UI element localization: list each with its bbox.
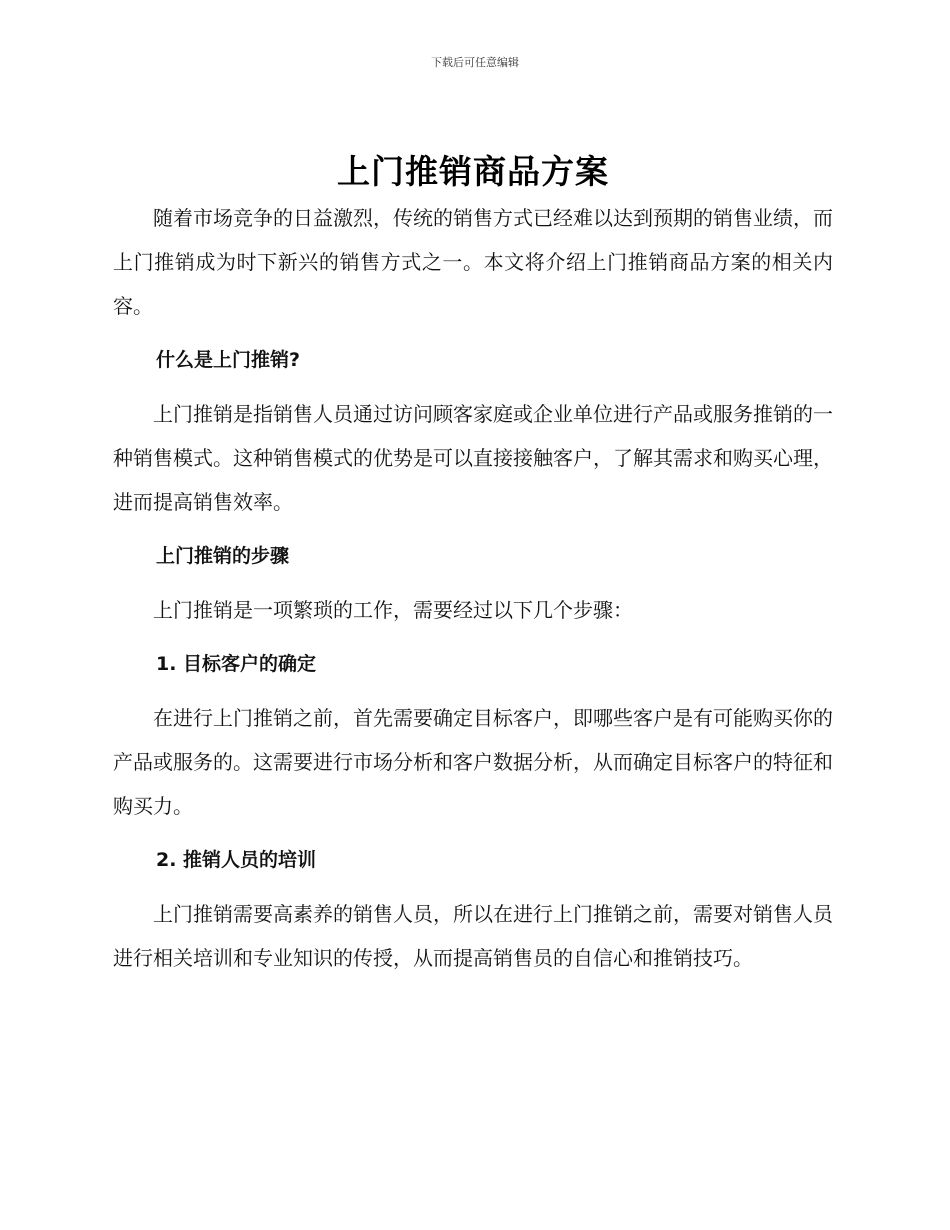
section-heading-steps: 上门推销的步骤 (156, 545, 290, 567)
step-heading-training: 2. 推销人员的培训 (156, 849, 317, 871)
document-title: 上门推销商品方案 (337, 152, 609, 191)
document-content (113, 148, 833, 980)
intro-paragraph: 随着市场竞争的日益激烈，传统的销售方式已经难以达到预期的销售业绩，而上门推销成为时下新兴的销售方式之一。本文将介绍上门推销商品方案的相关内容。 (113, 206, 833, 318)
section-paragraph-what-is: 上门推销是指销售人员通过访问顾客家庭或企业单位进行产品或服务推销的一种销售模式。这种销售模式的优势是可以直接接触客户，了解其需求和购买心理，进而提高销售效率。 (113, 402, 833, 514)
header-note: 下载后可任意编辑 (431, 56, 519, 69)
step-heading-target-customers: 1. 目标客户的确定 (156, 653, 317, 675)
step-paragraph-target-customers: 在进行上门推销之前，首先需要确定目标客户，即哪些客户是有可能购买你的产品或服务的。这需要进行市场分析和客户数据分析，从而确定目标客户的特征和购买力。 (113, 706, 833, 818)
section-heading-what-is: 什么是上门推销? (156, 349, 301, 371)
section-paragraph-steps: 上门推销是一项繁琐的工作，需要经过以下几个步骤： (153, 598, 633, 622)
step-paragraph-training: 上门推销需要高素养的销售人员，所以在进行上门推销之前，需要对销售人员进行相关培训和专业知识的传授，从而提高销售员的自信心和推销技巧。 (113, 902, 833, 970)
